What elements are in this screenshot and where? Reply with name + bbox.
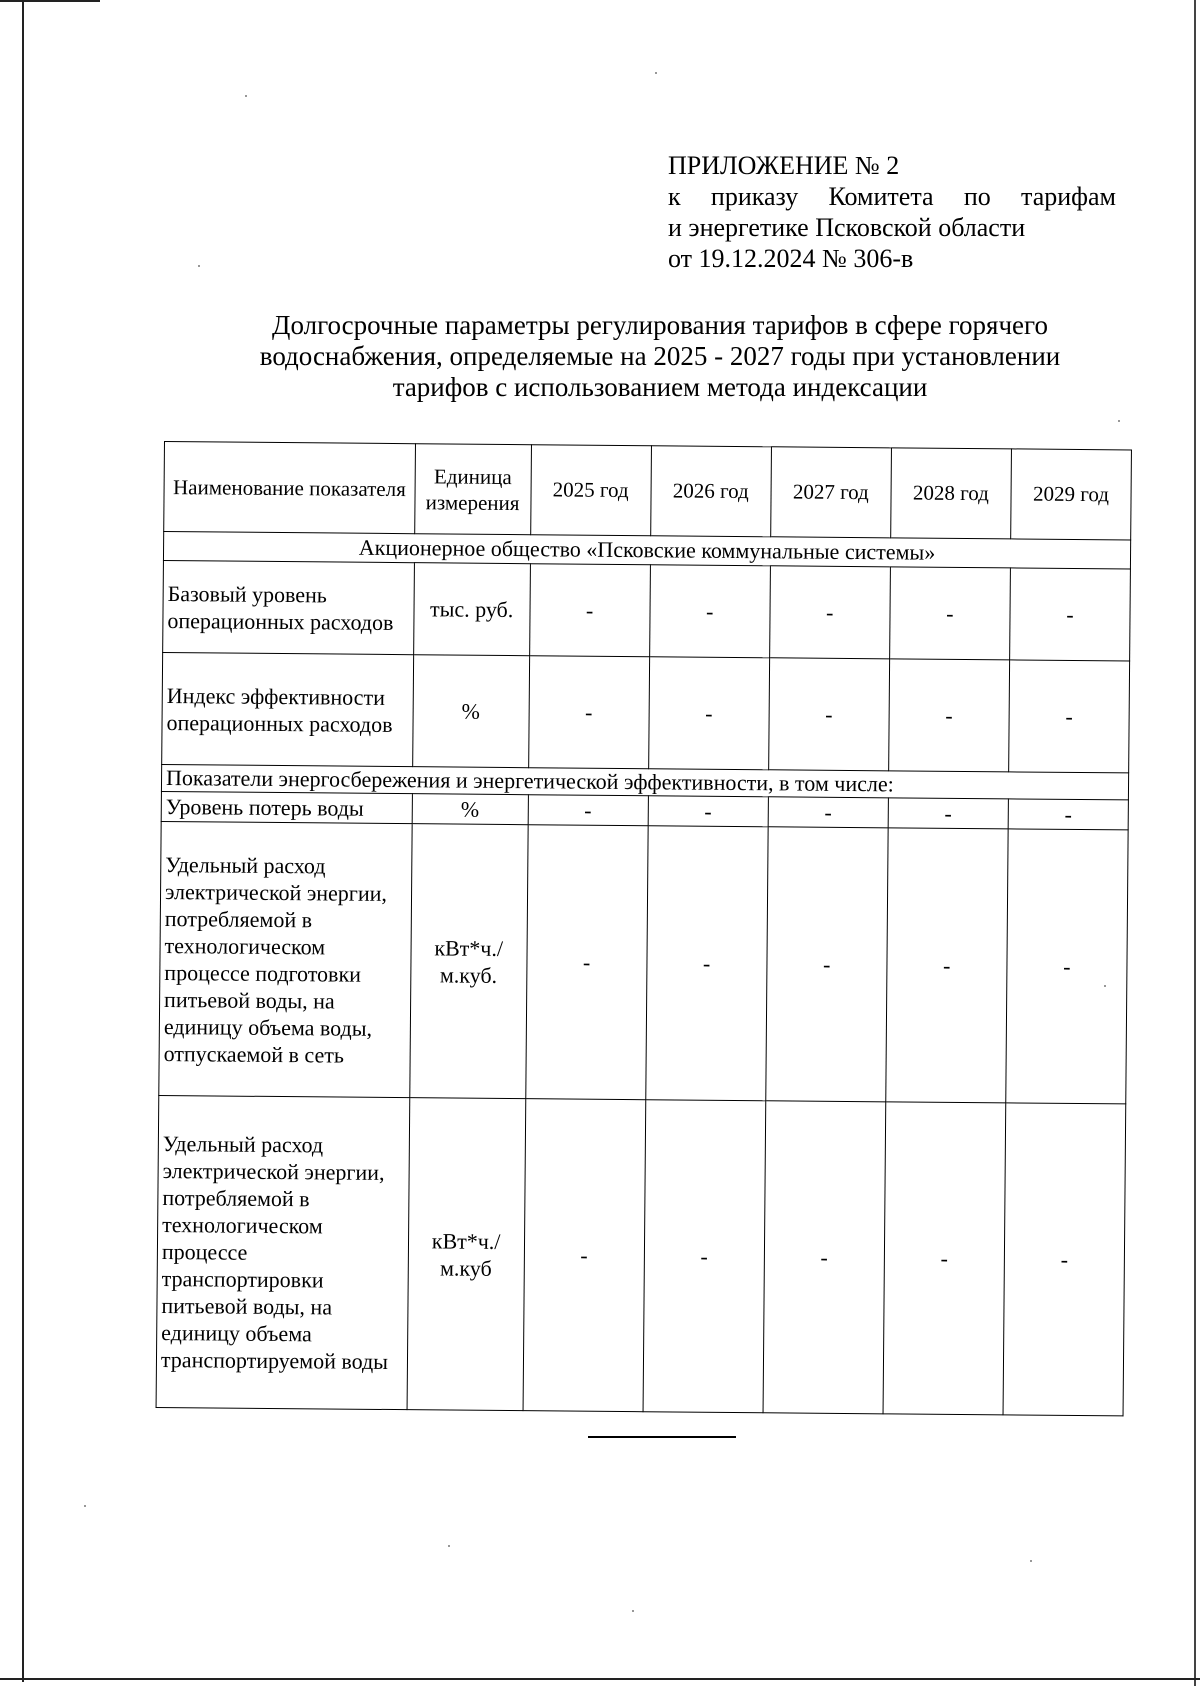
scan-speck — [655, 72, 657, 74]
row-value: - — [1006, 829, 1129, 1104]
table-row — [159, 821, 1128, 1103]
row-value: - — [889, 567, 1010, 660]
scan-speck — [1030, 1560, 1032, 1562]
scan-speck — [1104, 985, 1106, 987]
header-year: 2025 год — [530, 445, 651, 536]
row-value: - — [649, 565, 770, 658]
row-value: - — [1008, 799, 1128, 830]
header-year: 2026 год — [650, 446, 771, 537]
row-value: - — [765, 827, 887, 1102]
row-value: - — [768, 797, 888, 828]
row-value: - — [888, 659, 1009, 772]
row-value: - — [769, 566, 890, 659]
row-value: - — [883, 1102, 1006, 1415]
row-value: - — [763, 1101, 886, 1414]
header-year: 2028 год — [890, 448, 1011, 539]
scan-speck — [448, 1545, 450, 1547]
row-unit: % — [412, 655, 529, 768]
scan-speck — [1118, 420, 1120, 422]
row-name: Уровень потерь воды — [161, 791, 412, 823]
document-title-line-1: Долгосрочные параметры регулирования тарифов в сфере горячего — [272, 310, 1048, 340]
annex-date-line: от 19.12.2024 № 306-в — [668, 244, 914, 273]
header-name: Наименование показателя — [164, 442, 415, 534]
document-title — [200, 310, 1120, 403]
annex-title: ПРИЛОЖЕНИЕ № 2 — [668, 151, 900, 180]
header-unit: Единица измерения — [414, 444, 531, 535]
row-value: - — [648, 796, 768, 827]
scan-speck — [84, 1505, 86, 1507]
scan-speck — [198, 265, 200, 267]
table-row — [156, 1095, 1126, 1415]
row-value: - — [1009, 568, 1130, 661]
table-row — [163, 560, 1131, 660]
row-value: - — [888, 798, 1008, 829]
annex-committee-line: и энергетике Псковской области — [668, 213, 1026, 242]
header-year: 2029 год — [1011, 449, 1132, 540]
table-row — [162, 652, 1130, 772]
scan-speck — [245, 95, 247, 97]
annex-block — [668, 150, 1116, 274]
row-value: - — [528, 795, 648, 826]
document-title-line-2: водоснабжения, определяемые на 2025 - 2027 годы при установлении — [259, 341, 1061, 371]
row-value: - — [1009, 660, 1130, 773]
document-title-line-3: тарифов с использованием метода индексации — [392, 372, 928, 402]
scan-border-left — [22, 0, 24, 1682]
scan-border-bottom — [0, 1678, 1200, 1680]
table-header-row — [164, 442, 1132, 540]
row-unit: кВт*ч./м.куб. — [409, 824, 527, 1099]
row-value: - — [1003, 1103, 1126, 1416]
row-name: Базовый уровень операционных расходов — [163, 560, 414, 654]
row-value: - — [648, 657, 769, 770]
parameters-table — [156, 441, 1132, 1416]
row-unit: тыс. руб. — [413, 563, 530, 656]
row-name: Индекс эффективности операционных расходов — [162, 652, 414, 766]
row-value: - — [528, 656, 649, 769]
scan-border-top — [0, 0, 100, 2]
row-value: - — [523, 1099, 646, 1412]
energy-section-title: Показатели энергосбережения и энергетической эффективности, в том числе: — [161, 764, 1128, 799]
company-name: Акционерное общество «Псковские коммунальные системы» — [163, 532, 1130, 569]
row-name: Удельный расход электрической энергии, потребляемой в технологическом процессе подготовки питьевой воды, на единицу объема воды, отпускаемой в сеть — [159, 821, 412, 1097]
header-year: 2027 год — [770, 447, 891, 538]
row-value: - — [645, 826, 767, 1101]
end-separator-line — [588, 1436, 736, 1438]
row-value: - — [643, 1100, 766, 1413]
row-value: - — [768, 658, 889, 771]
row-unit: кВт*ч./м.куб — [407, 1098, 526, 1411]
scan-border-right — [1194, 0, 1196, 1686]
annex-order-line: к приказу Комитета по тарифам — [668, 182, 1116, 211]
row-name: Удельный расход электрической энергии, потребляемой в технологическом процессе транспортировки питьевой воды, на единицу объема транспортируемой воды — [156, 1095, 409, 1409]
row-value: - — [529, 564, 650, 657]
row-unit: % — [412, 794, 528, 825]
row-value: - — [525, 825, 647, 1100]
scan-speck — [632, 1610, 634, 1612]
row-value: - — [886, 828, 1008, 1103]
